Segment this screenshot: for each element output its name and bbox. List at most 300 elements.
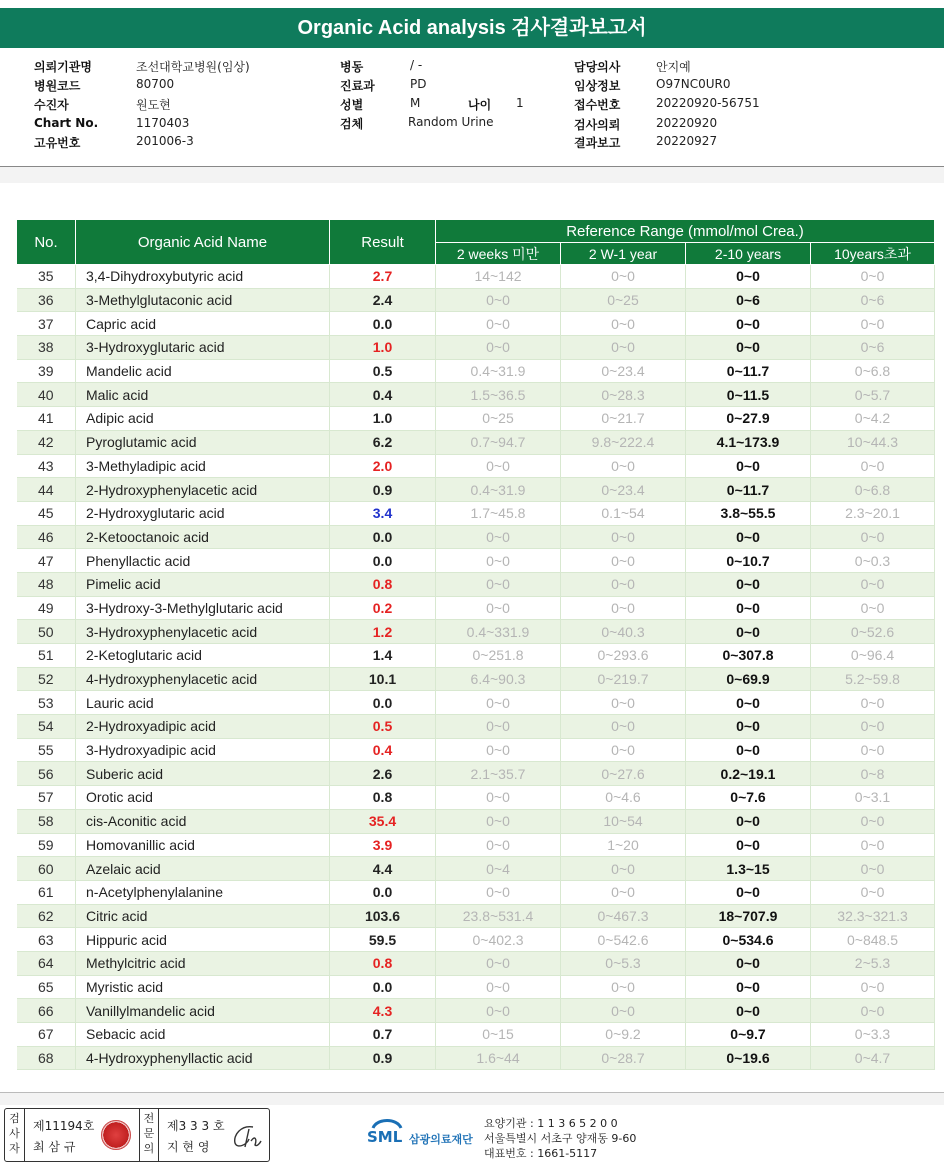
result-value: 4.4 bbox=[330, 857, 436, 881]
ref-range-2w-1year: 0~0 bbox=[561, 715, 686, 739]
info-value: 안지예 bbox=[656, 60, 691, 74]
result-value: 0.2 bbox=[330, 596, 436, 620]
info-value: 1170403 bbox=[136, 116, 190, 130]
acid-name: n-Acetylphenylalanine bbox=[76, 880, 330, 904]
ref-range-2-10years: 0.2~19.1 bbox=[686, 762, 811, 786]
acid-name: Azelaic acid bbox=[76, 857, 330, 881]
info-label: 병동 bbox=[340, 60, 364, 74]
footer-band bbox=[0, 1092, 944, 1105]
acid-name: Malic acid bbox=[76, 383, 330, 407]
ref-range-2-10years: 0~534.6 bbox=[686, 928, 811, 952]
ref-range-2w-1year: 0~5.3 bbox=[561, 951, 686, 975]
ref-range-2w-1year: 0.1~54 bbox=[561, 501, 686, 525]
ref-range-2w-1year: 0~0 bbox=[561, 880, 686, 904]
table-row bbox=[17, 644, 935, 668]
divider bbox=[0, 167, 944, 183]
acid-name: Orotic acid bbox=[76, 786, 330, 810]
ref-range-10years-plus: 0~0 bbox=[811, 999, 935, 1023]
ref-range-2-10years: 0~19.6 bbox=[686, 1046, 811, 1070]
acid-name: 3-Hydroxyadipic acid bbox=[76, 738, 330, 762]
result-value: 2.6 bbox=[330, 762, 436, 786]
ref-range-2weeks: 2.1~35.7 bbox=[436, 762, 561, 786]
ref-range-2weeks: 0~0 bbox=[436, 288, 561, 312]
row-number: 42 bbox=[17, 430, 76, 454]
result-value: 6.2 bbox=[330, 430, 436, 454]
info-value: 20220920-56751 bbox=[656, 96, 760, 110]
result-value: 35.4 bbox=[330, 809, 436, 833]
ref-range-10years-plus: 0~6 bbox=[811, 288, 935, 312]
ref-range-10years-plus: 2.3~20.1 bbox=[811, 501, 935, 525]
ref-range-2-10years: 0~0 bbox=[686, 738, 811, 762]
result-value: 0.0 bbox=[330, 549, 436, 573]
ref-range-2weeks: 0~0 bbox=[436, 572, 561, 596]
ref-range-2-10years: 0~0 bbox=[686, 596, 811, 620]
ref-range-10years-plus: 0~6 bbox=[811, 336, 935, 360]
result-value: 1.4 bbox=[330, 644, 436, 668]
row-number: 64 bbox=[17, 951, 76, 975]
info-value: M bbox=[410, 96, 421, 110]
row-number: 55 bbox=[17, 738, 76, 762]
row-number: 39 bbox=[17, 359, 76, 383]
ref-range-2w-1year: 0~21.7 bbox=[561, 407, 686, 431]
column-header-ref-2: 2 W-1 year bbox=[561, 243, 686, 265]
result-value: 0.0 bbox=[330, 691, 436, 715]
ref-range-2w-1year: 0~4.6 bbox=[561, 786, 686, 810]
result-value: 0.0 bbox=[330, 975, 436, 999]
ref-range-10years-plus: 0~848.5 bbox=[811, 928, 935, 952]
ref-range-2-10years: 0~0 bbox=[686, 265, 811, 289]
ref-range-10years-plus: 0~0 bbox=[811, 596, 935, 620]
info-value: 원도현 bbox=[136, 98, 171, 112]
row-number: 65 bbox=[17, 975, 76, 999]
info-value: PD bbox=[410, 77, 427, 91]
ref-range-2weeks: 0.4~31.9 bbox=[436, 359, 561, 383]
ref-range-10years-plus: 5.2~59.8 bbox=[811, 667, 935, 691]
ref-range-2w-1year: 0~0 bbox=[561, 454, 686, 478]
info-value: 20220920 bbox=[656, 116, 718, 130]
info-label: 결과보고 bbox=[574, 136, 621, 150]
acid-name: 2-Ketooctanoic acid bbox=[76, 525, 330, 549]
row-number: 62 bbox=[17, 904, 76, 928]
table-row bbox=[17, 951, 935, 975]
info-value: 조선대학교병원(임상) bbox=[136, 60, 250, 74]
phone-number: 대표번호 : 1661-5117 bbox=[484, 1147, 598, 1160]
table-row bbox=[17, 715, 935, 739]
ref-range-10years-plus: 0~5.7 bbox=[811, 383, 935, 407]
ref-range-2w-1year: 0~542.6 bbox=[561, 928, 686, 952]
ref-range-2-10years: 4.1~173.9 bbox=[686, 430, 811, 454]
ref-range-2-10years: 0~0 bbox=[686, 454, 811, 478]
row-number: 49 bbox=[17, 596, 76, 620]
ref-range-10years-plus: 0~0.3 bbox=[811, 549, 935, 573]
ref-range-2-10years: 0~307.8 bbox=[686, 644, 811, 668]
ref-range-2w-1year: 0~27.6 bbox=[561, 762, 686, 786]
ref-range-2-10years: 0~10.7 bbox=[686, 549, 811, 573]
ref-range-2weeks: 0.4~331.9 bbox=[436, 620, 561, 644]
ref-range-2weeks: 0~25 bbox=[436, 407, 561, 431]
row-number: 60 bbox=[17, 857, 76, 881]
table-row bbox=[17, 880, 935, 904]
seal-stamp bbox=[101, 1120, 131, 1150]
acid-name: 2-Hydroxyphenylacetic acid bbox=[76, 478, 330, 502]
ref-range-2-10years: 0~27.9 bbox=[686, 407, 811, 431]
ref-range-2-10years: 0~0 bbox=[686, 572, 811, 596]
row-number: 56 bbox=[17, 762, 76, 786]
ref-range-2w-1year: 10~54 bbox=[561, 809, 686, 833]
table-row bbox=[17, 336, 935, 360]
info-label: 수진자 bbox=[34, 98, 69, 112]
row-number: 58 bbox=[17, 809, 76, 833]
ref-range-2weeks: 1.6~44 bbox=[436, 1046, 561, 1070]
table-row bbox=[17, 407, 935, 431]
ref-range-2weeks: 0~0 bbox=[436, 336, 561, 360]
acid-name: 3,4-Dihydroxybutyric acid bbox=[76, 265, 330, 289]
ref-range-2weeks: 0~402.3 bbox=[436, 928, 561, 952]
row-number: 40 bbox=[17, 383, 76, 407]
info-label: 성별 bbox=[340, 98, 364, 112]
row-number: 67 bbox=[17, 1023, 76, 1047]
patient-info bbox=[0, 56, 944, 167]
ref-range-2-10years: 0~11.7 bbox=[686, 478, 811, 502]
ref-range-10years-plus: 0~52.6 bbox=[811, 620, 935, 644]
ref-range-2w-1year: 0~467.3 bbox=[561, 904, 686, 928]
ref-range-2weeks: 0~0 bbox=[436, 454, 561, 478]
ref-range-2-10years: 0~0 bbox=[686, 715, 811, 739]
result-value: 4.3 bbox=[330, 999, 436, 1023]
acid-name: Mandelic acid bbox=[76, 359, 330, 383]
ref-range-2w-1year: 0~0 bbox=[561, 336, 686, 360]
sml-logo-text: SML bbox=[367, 1128, 403, 1146]
result-value: 0.9 bbox=[330, 1046, 436, 1070]
ref-range-2-10years: 0~0 bbox=[686, 975, 811, 999]
result-value: 0.4 bbox=[330, 383, 436, 407]
table-row bbox=[17, 430, 935, 454]
row-number: 66 bbox=[17, 999, 76, 1023]
result-value: 0.7 bbox=[330, 1023, 436, 1047]
table-row bbox=[17, 975, 935, 999]
row-number: 63 bbox=[17, 928, 76, 952]
ref-range-2w-1year: 0~219.7 bbox=[561, 667, 686, 691]
ref-range-2w-1year: 9.8~222.4 bbox=[561, 430, 686, 454]
table-row bbox=[17, 809, 935, 833]
row-number: 52 bbox=[17, 667, 76, 691]
ref-range-2weeks: 0~0 bbox=[436, 833, 561, 857]
ref-range-10years-plus: 0~6.8 bbox=[811, 359, 935, 383]
ref-range-2-10years: 3.8~55.5 bbox=[686, 501, 811, 525]
ref-range-2w-1year: 0~0 bbox=[561, 525, 686, 549]
examiner-license: 제11194호 bbox=[33, 1119, 95, 1133]
table-row bbox=[17, 786, 935, 810]
table-row bbox=[17, 857, 935, 881]
column-header-ref-1: 2 weeks 미만 bbox=[436, 243, 561, 265]
column-header-result: Result bbox=[330, 220, 436, 265]
acid-name: Vanillylmandelic acid bbox=[76, 999, 330, 1023]
report-title: Organic Acid analysis 검사결과보고서 bbox=[0, 8, 944, 48]
info-value: 1 bbox=[516, 96, 524, 110]
ref-range-2w-1year: 0~28.7 bbox=[561, 1046, 686, 1070]
ref-range-2w-1year: 0~0 bbox=[561, 975, 686, 999]
ref-range-10years-plus: 0~0 bbox=[811, 809, 935, 833]
approver-title: 전문의 bbox=[139, 1109, 159, 1161]
ref-range-2weeks: 0~0 bbox=[436, 715, 561, 739]
acid-name: Sebacic acid bbox=[76, 1023, 330, 1047]
ref-range-10years-plus: 10~44.3 bbox=[811, 430, 935, 454]
result-value: 1.2 bbox=[330, 620, 436, 644]
ref-range-2weeks: 0~251.8 bbox=[436, 644, 561, 668]
ref-range-10years-plus: 0~3.3 bbox=[811, 1023, 935, 1047]
result-value: 2.7 bbox=[330, 265, 436, 289]
acid-name: 2-Hydroxyadipic acid bbox=[76, 715, 330, 739]
ref-range-2weeks: 0~0 bbox=[436, 975, 561, 999]
result-value: 0.0 bbox=[330, 880, 436, 904]
table-row bbox=[17, 549, 935, 573]
acid-name: Pyroglutamic acid bbox=[76, 430, 330, 454]
acid-name: Citric acid bbox=[76, 904, 330, 928]
ref-range-2-10years: 0~11.5 bbox=[686, 383, 811, 407]
ref-range-10years-plus: 0~96.4 bbox=[811, 644, 935, 668]
row-number: 50 bbox=[17, 620, 76, 644]
result-value: 0.8 bbox=[330, 572, 436, 596]
ref-range-10years-plus: 0~0 bbox=[811, 833, 935, 857]
ref-range-2weeks: 0~0 bbox=[436, 786, 561, 810]
info-label: 검사의뢰 bbox=[574, 118, 621, 132]
ref-range-2w-1year: 0~28.3 bbox=[561, 383, 686, 407]
result-value: 3.9 bbox=[330, 833, 436, 857]
institution-code: 요양기관 : 1 1 3 6 5 2 0 0 bbox=[484, 1117, 618, 1130]
ref-range-10years-plus: 32.3~321.3 bbox=[811, 904, 935, 928]
ref-range-2-10years: 18~707.9 bbox=[686, 904, 811, 928]
row-number: 47 bbox=[17, 549, 76, 573]
ref-range-2weeks: 1.5~36.5 bbox=[436, 383, 561, 407]
ref-range-10years-plus: 0~3.1 bbox=[811, 786, 935, 810]
ref-range-2weeks: 0~0 bbox=[436, 809, 561, 833]
row-number: 61 bbox=[17, 880, 76, 904]
approver-license: 제3 3 3 호 bbox=[167, 1119, 225, 1133]
ref-range-2w-1year: 0~293.6 bbox=[561, 644, 686, 668]
column-header-ref-3: 2-10 years bbox=[686, 243, 811, 265]
ref-range-10years-plus: 2~5.3 bbox=[811, 951, 935, 975]
ref-range-2-10years: 0~11.7 bbox=[686, 359, 811, 383]
ref-range-10years-plus: 0~0 bbox=[811, 975, 935, 999]
acid-name: 4-Hydroxyphenylacetic acid bbox=[76, 667, 330, 691]
ref-range-2weeks: 6.4~90.3 bbox=[436, 667, 561, 691]
ref-range-2w-1year: 0~0 bbox=[561, 738, 686, 762]
report-footer bbox=[0, 1092, 944, 1172]
table-row bbox=[17, 999, 935, 1023]
result-value: 103.6 bbox=[330, 904, 436, 928]
ref-range-10years-plus: 0~0 bbox=[811, 312, 935, 336]
ref-range-10years-plus: 0~8 bbox=[811, 762, 935, 786]
ref-range-2weeks: 14~142 bbox=[436, 265, 561, 289]
info-label: 접수번호 bbox=[574, 98, 621, 112]
table-row bbox=[17, 1046, 935, 1070]
table-row bbox=[17, 572, 935, 596]
ref-range-2-10years: 1.3~15 bbox=[686, 857, 811, 881]
address: 서울특별시 서초구 양재동 9-60 bbox=[484, 1132, 637, 1145]
info-label: 진료과 bbox=[340, 79, 375, 93]
row-number: 44 bbox=[17, 478, 76, 502]
result-value: 0.5 bbox=[330, 359, 436, 383]
table-row bbox=[17, 312, 935, 336]
table-row bbox=[17, 478, 935, 502]
approver-name: 지 현 영 bbox=[167, 1140, 210, 1154]
ref-range-2w-1year: 1~20 bbox=[561, 833, 686, 857]
ref-range-2weeks: 0.7~94.7 bbox=[436, 430, 561, 454]
ref-range-2w-1year: 0~0 bbox=[561, 857, 686, 881]
acid-name: Adipic acid bbox=[76, 407, 330, 431]
column-header-reference: Reference Range (mmol/mol Crea.) bbox=[436, 220, 935, 243]
result-value: 1.0 bbox=[330, 336, 436, 360]
ref-range-2w-1year: 0~0 bbox=[561, 265, 686, 289]
table-row bbox=[17, 1023, 935, 1047]
ref-range-2w-1year: 0~0 bbox=[561, 691, 686, 715]
acid-name: Suberic acid bbox=[76, 762, 330, 786]
ref-range-10years-plus: 0~0 bbox=[811, 572, 935, 596]
info-label: Chart No. bbox=[34, 116, 99, 130]
table-row bbox=[17, 359, 935, 383]
info-label: 의뢰기관명 bbox=[34, 60, 92, 74]
column-header-no: No. bbox=[17, 220, 76, 265]
ref-range-2w-1year: 0~0 bbox=[561, 596, 686, 620]
ref-range-2weeks: 0~4 bbox=[436, 857, 561, 881]
ref-range-2-10years: 0~0 bbox=[686, 312, 811, 336]
ref-range-10years-plus: 0~0 bbox=[811, 857, 935, 881]
ref-range-2weeks: 0~0 bbox=[436, 999, 561, 1023]
result-value: 0.8 bbox=[330, 786, 436, 810]
table-row bbox=[17, 288, 935, 312]
ref-range-10years-plus: 0~0 bbox=[811, 265, 935, 289]
ref-range-2weeks: 0~0 bbox=[436, 880, 561, 904]
table-row bbox=[17, 928, 935, 952]
row-number: 37 bbox=[17, 312, 76, 336]
table-row bbox=[17, 501, 935, 525]
row-number: 51 bbox=[17, 644, 76, 668]
result-value: 59.5 bbox=[330, 928, 436, 952]
ref-range-2w-1year: 0~25 bbox=[561, 288, 686, 312]
row-number: 41 bbox=[17, 407, 76, 431]
result-value: 2.0 bbox=[330, 454, 436, 478]
info-label: 담당의사 bbox=[574, 60, 621, 74]
ref-range-2weeks: 0~0 bbox=[436, 549, 561, 573]
acid-name: Hippuric acid bbox=[76, 928, 330, 952]
ref-range-10years-plus: 0~4.7 bbox=[811, 1046, 935, 1070]
row-number: 35 bbox=[17, 265, 76, 289]
ref-range-2weeks: 0~0 bbox=[436, 312, 561, 336]
ref-range-2-10years: 0~69.9 bbox=[686, 667, 811, 691]
info-value: 201006-3 bbox=[136, 134, 194, 148]
result-value: 3.4 bbox=[330, 501, 436, 525]
ref-range-2weeks: 0~0 bbox=[436, 525, 561, 549]
ref-range-2weeks: 0~0 bbox=[436, 738, 561, 762]
row-number: 48 bbox=[17, 572, 76, 596]
result-value: 0.8 bbox=[330, 951, 436, 975]
results-table bbox=[16, 219, 935, 1070]
table-row bbox=[17, 383, 935, 407]
column-header-ref-4: 10years초과 bbox=[811, 243, 935, 265]
acid-name: Capric acid bbox=[76, 312, 330, 336]
info-label: 검체 bbox=[340, 117, 364, 131]
row-number: 45 bbox=[17, 501, 76, 525]
ref-range-10years-plus: 0~0 bbox=[811, 525, 935, 549]
examiner-name: 최 삼 규 bbox=[33, 1140, 76, 1154]
ref-range-10years-plus: 0~4.2 bbox=[811, 407, 935, 431]
ref-range-10years-plus: 0~0 bbox=[811, 738, 935, 762]
row-number: 54 bbox=[17, 715, 76, 739]
acid-name: 3-Methylglutaconic acid bbox=[76, 288, 330, 312]
info-value: / - bbox=[410, 58, 423, 72]
ref-range-10years-plus: 0~0 bbox=[811, 691, 935, 715]
ref-range-2w-1year: 0~0 bbox=[561, 572, 686, 596]
table-row bbox=[17, 667, 935, 691]
acid-name: 3-Hydroxy-3-Methylglutaric acid bbox=[76, 596, 330, 620]
result-value: 2.4 bbox=[330, 288, 436, 312]
acid-name: Methylcitric acid bbox=[76, 951, 330, 975]
acid-name: 3-Hydroxyphenylacetic acid bbox=[76, 620, 330, 644]
acid-name: 3-Methyladipic acid bbox=[76, 454, 330, 478]
ref-range-2-10years: 0~0 bbox=[686, 809, 811, 833]
table-row bbox=[17, 762, 935, 786]
row-number: 46 bbox=[17, 525, 76, 549]
signature-image bbox=[227, 1121, 263, 1151]
ref-range-2w-1year: 0~23.4 bbox=[561, 359, 686, 383]
info-value: 80700 bbox=[136, 77, 175, 91]
info-value: O97NC0UR0 bbox=[656, 77, 731, 91]
info-label: 임상정보 bbox=[574, 79, 621, 93]
ref-range-2weeks: 0~0 bbox=[436, 596, 561, 620]
ref-range-2-10years: 0~0 bbox=[686, 880, 811, 904]
result-value: 0.5 bbox=[330, 715, 436, 739]
table-row bbox=[17, 738, 935, 762]
table-row bbox=[17, 691, 935, 715]
acid-name: cis-Aconitic acid bbox=[76, 809, 330, 833]
info-value: 20220927 bbox=[656, 134, 718, 148]
ref-range-2weeks: 0~15 bbox=[436, 1023, 561, 1047]
ref-range-2weeks: 0.4~31.9 bbox=[436, 478, 561, 502]
row-number: 53 bbox=[17, 691, 76, 715]
ref-range-2w-1year: 0~0 bbox=[561, 312, 686, 336]
ref-range-2-10years: 0~0 bbox=[686, 951, 811, 975]
result-value: 0.4 bbox=[330, 738, 436, 762]
ref-range-10years-plus: 0~0 bbox=[811, 880, 935, 904]
ref-range-2w-1year: 0~9.2 bbox=[561, 1023, 686, 1047]
examiner-title: 검사자 bbox=[5, 1109, 25, 1161]
ref-range-2weeks: 23.8~531.4 bbox=[436, 904, 561, 928]
ref-range-2-10years: 0~0 bbox=[686, 336, 811, 360]
row-number: 38 bbox=[17, 336, 76, 360]
row-number: 57 bbox=[17, 786, 76, 810]
table-row bbox=[17, 265, 935, 289]
ref-range-2weeks: 0~0 bbox=[436, 691, 561, 715]
ref-range-2-10years: 0~0 bbox=[686, 833, 811, 857]
table-row bbox=[17, 596, 935, 620]
acid-name: 3-Hydroxyglutaric acid bbox=[76, 336, 330, 360]
info-value: Random Urine bbox=[408, 115, 494, 129]
ref-range-2-10years: 0~0 bbox=[686, 691, 811, 715]
result-value: 0.0 bbox=[330, 312, 436, 336]
table-row bbox=[17, 904, 935, 928]
ref-range-10years-plus: 0~0 bbox=[811, 715, 935, 739]
ref-range-10years-plus: 0~0 bbox=[811, 454, 935, 478]
result-value: 1.0 bbox=[330, 407, 436, 431]
acid-name: Homovanillic acid bbox=[76, 833, 330, 857]
ref-range-2weeks: 1.7~45.8 bbox=[436, 501, 561, 525]
ref-range-2w-1year: 0~0 bbox=[561, 999, 686, 1023]
ref-range-2weeks: 0~0 bbox=[436, 951, 561, 975]
ref-range-2-10years: 0~7.6 bbox=[686, 786, 811, 810]
result-value: 0.0 bbox=[330, 525, 436, 549]
row-number: 43 bbox=[17, 454, 76, 478]
acid-name: 4-Hydroxyphenyllactic acid bbox=[76, 1046, 330, 1070]
